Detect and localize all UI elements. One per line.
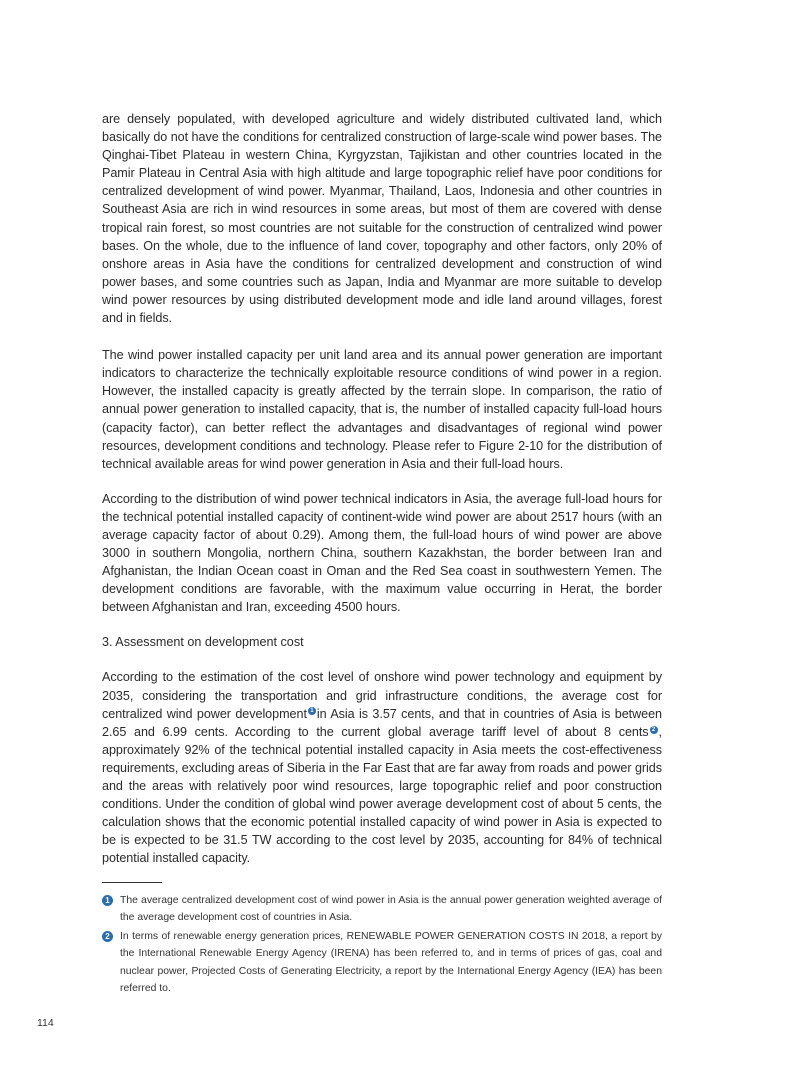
paragraph-development-cost <box>102 668 662 867</box>
footnote-ref-1-icon[interactable]: 1 <box>308 707 316 715</box>
section-heading: 3. Assessment on development cost <box>102 635 304 650</box>
page-body <box>102 110 662 884</box>
footnote-ref-2-icon[interactable]: 2 <box>650 726 658 734</box>
footnote-1 <box>102 892 662 927</box>
cost-text-part2: in Asia is 3.57 cents, and that in countries of Asia is between 2.65 and 6.99 cents. According to the current global average tariff level of about 8 cents <box>102 706 663 739</box>
footnote-1-text: The average centralized development cost of wind power in Asia is the annual power generation weighted average of the average development cost of countries in Asia. <box>120 895 662 924</box>
footnote-divider <box>102 882 162 883</box>
cost-text-part1: According to the estimation of the cost level of onshore wind power technology and equipment by 2035, considering the transportation and grid infrastructure conditions, the average cost for centralized wind power development <box>102 670 662 721</box>
footnote-2 <box>102 928 662 998</box>
cost-text-part3: , approximately 92% of the technical potential installed capacity in Asia meets the cost-effectiveness requirements, excluding areas of Siberia in the Far East that are far away from roads and power grids and the areas with relatively poor wind resources, large topographic relief and poor construction conditions. Under the condition of global wind power average development cost of about 5 cents, the calculation shows that the economic potential installed capacity of wind power in Asia is expected to be is expected to be 31.5 TW according to the cost level by 2035, accounting for 84% of technical potential installed capacity. <box>102 724 662 866</box>
paragraph-land-conditions: are densely populated, with developed agriculture and widely distributed cultivated land, which basically do not have the conditions for centralized construction of large-scale wind power bases. The Qinghai-Tibet Plateau in western China, Kyrgyzstan, Tajikistan and other countries located in the Pamir Plateau in Central Asia with high altitude and large topographic relief have poor conditions for centralized development of wind power. Myanmar, Thailand, Laos, Indonesia and other countries in Southeast Asia are rich in wind resources in some areas, but most of them are covered with dense tropical rain forest, so most countries are not suitable for the construction of centralized wind power bases. On the whole, due to the influence of land cover, topography and other factors, only 20% of onshore areas in Asia have the conditions for centralized development and construction of wind power bases, and some countries such as Japan, India and Myanmar are more suitable to develop wind power resources by using distributed development mode and idle land around villages, forest and in fields. <box>102 112 662 326</box>
footnote-2-marker-icon: 2 <box>102 931 113 942</box>
footnote-2-text: In terms of renewable energy generation prices, RENEWABLE POWER GENERATION COSTS IN 2018, a report by the International Renewable Energy Agency (IRENA) has been referred to, and in terms of prices of gas, coal and nuclear power, Projected Costs of Generating Electricity, a report by the International Energy Agency (IEA) has been referred to. <box>120 930 662 995</box>
footnote-1-marker-icon: 1 <box>102 895 113 906</box>
paragraph-installed-capacity: The wind power installed capacity per unit land area and its annual power generation are important indicators to characterize the technically exploitable resource conditions of wind power in a region. However, the installed capacity is greatly affected by the terrain slope. In comparison, the ratio of annual power generation to installed capacity, that is, the number of installed capacity full-load hours (capacity factor), can better reflect the advantages and disadvantages of regional wind power resources, development conditions and technology. Please refer to Figure 2-10 for the distribution of technical available areas for wind power generation in Asia and their full-load hours. <box>102 348 662 471</box>
paragraph-full-load-hours: According to the distribution of wind power technical indicators in Asia, the average full-load hours for the technical potential installed capacity of continent-wide wind power are about 2517 hours (with an average capacity factor of about 0.29). Among them, the full-load hours of wind power are above 3000 in southern Mongolia, northern China, southern Kazakhstan, the border between Iran and Afghanistan, the Indian Ocean coast in Oman and the Red Sea coast in southwestern Yemen. The development conditions are favorable, with the maximum value occurring in Herat, the border between Afghanistan and Iran, exceeding 4500 hours. <box>102 491 662 615</box>
page-number: 114 <box>37 1017 54 1029</box>
footnotes <box>102 892 662 998</box>
